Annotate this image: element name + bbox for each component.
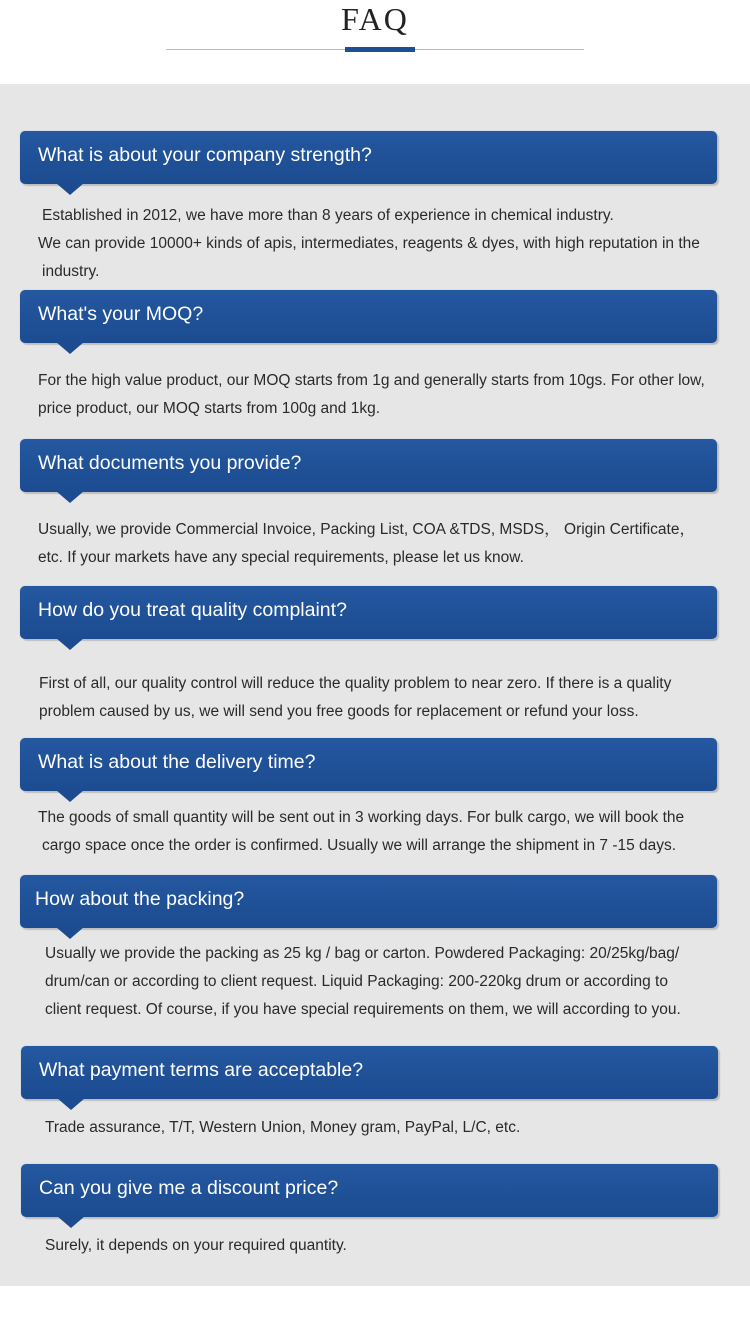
faq-question-documents [20,439,717,492]
title-accent-bar [345,47,415,52]
question-label: What documents you provide? [38,452,302,474]
answer-line: Trade assurance, T/T, Western Union, Money gram, PayPal, L/C, etc. [45,1119,521,1136]
faq-question-delivery-time [20,738,717,791]
question-label: What payment terms are acceptable? [39,1059,364,1081]
answer-line: The goods of small quantity will be sent out in 3 working days. For bulk cargo, we will book the [38,809,685,826]
faq-answer-discount-price [45,1232,347,1260]
page-footer [0,1286,750,1331]
faq-question-moq [20,290,717,343]
answer-line: Surely, it depends on your required quantity. [45,1237,347,1254]
answer-line: price product, our MOQ starts from 100g and 1kg. [38,400,381,417]
answer-line: Established in 2012, we have more than 8 years of experience in chemical industry. [42,207,614,224]
answer-line: For the high value product, our MOQ starts from 1g and generally starts from 10gs. For other low, [38,372,705,389]
answer-line: Usually, we provide Commercial Invoice, Packing List, COA &TDS, MSDS， Origin Certificate， [38,521,695,538]
answer-line: problem caused by us, we will send you free goods for replacement or refund your loss. [39,703,639,720]
answer-line: client request. Of course, if you have special requirements on them, we will according to you. [45,1001,681,1018]
faq-question-payment-terms [21,1046,718,1099]
question-label: What is about your company strength? [38,144,372,166]
faq-answer-moq [38,367,705,423]
answer-line: drum/can or according to client request. Liquid Packaging: 200-220kg drum or according to [45,973,668,990]
question-label: What is about the delivery time? [38,751,316,773]
faq-answer-documents [38,516,695,572]
faq-answer-delivery-time [38,804,684,860]
page-header [0,0,750,84]
question-label: How do you treat quality complaint? [38,599,347,621]
faq-question-company-strength [20,131,717,184]
answer-line: First of all, our quality control will reduce the quality problem to near zero. If there is a quality [39,675,672,692]
faq-question-packing [20,875,717,928]
answer-line: industry. [42,263,100,280]
faq-answer-company-strength [38,202,700,286]
faq-answer-packing [45,940,681,1024]
faq-answer-payment-terms [45,1114,520,1142]
question-label: Can you give me a discount price? [39,1177,339,1199]
faq-question-quality-complaint [20,586,717,639]
faq-question-discount-price [21,1164,718,1217]
answer-line: cargo space once the order is confirmed. Usually we will arrange the shipment in 7 -15 days. [42,837,677,854]
page-title: FAQ [341,1,409,37]
answer-line: etc. If your markets have any special requirements, please let us know. [38,549,524,566]
faq-answer-quality-complaint [39,670,671,726]
question-label: How about the packing? [35,888,245,910]
answer-line: We can provide 10000+ kinds of apis, intermediates, reagents & dyes, with high reputation in the [38,235,700,252]
question-label: What's your MOQ? [38,303,204,325]
answer-line: Usually we provide the packing as 25 kg / bag or carton. Powdered Packaging: 20/25kg/bag/ [45,945,680,962]
